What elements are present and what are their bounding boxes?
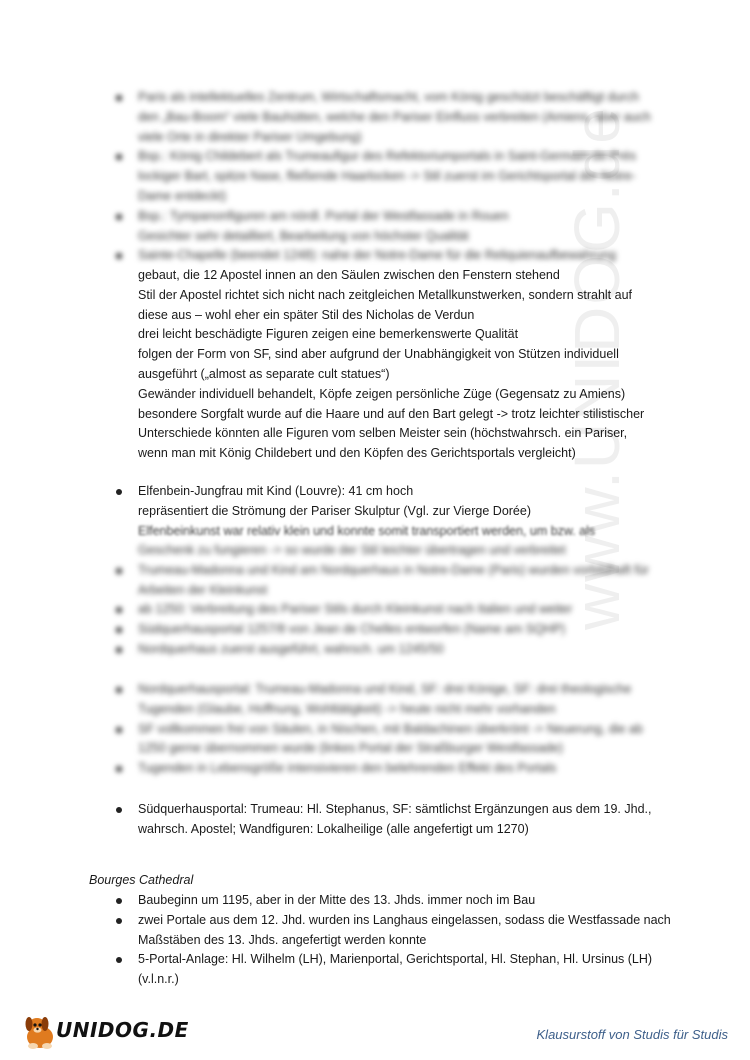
blurred-low-section: [116, 680, 643, 779]
bullet-icon: [116, 687, 122, 693]
bullet-icon: [116, 957, 122, 963]
list-item: Nordquerhausportal: Trumeau-Madonna und Kind, SF: drei Könige, SF: drei theologische: [116, 680, 643, 700]
list-item: Elfenbein-Jungfrau mit Kind (Louvre): 41 cm hoch: [116, 482, 595, 502]
list-item: Nordquerhaus zuerst ausgeführt, wahrsch. um 1245/50: [116, 640, 649, 660]
text-line: Unterschiede könnten alle Figuren vom selben Meister sein (höchstwahrsch. ein Pariser,: [138, 426, 628, 441]
bullet-icon: [116, 918, 122, 924]
list-item-continuation: 1250 gerne übernommen wurde (linkes Portal der Straßburger Westfassade): [138, 741, 563, 756]
list-item: Baubeginn um 1195, aber in der Mitte des 13. Jhds. immer noch im Bau: [116, 891, 671, 911]
list-item-continuation: Gesichter sehr detailliert, Bearbeitung von höchster Qualität: [138, 228, 469, 243]
text-line: besondere Sorgfalt wurde auf die Haare und auf den Bart gelegt -> trotz leichter stilistischer: [138, 406, 645, 421]
unidog-logo: [20, 1012, 189, 1052]
list-item-continuation: lockiger Bart, spitze Nase, fließende Haarlocken -> Stil zuerst im Gerichtsportal der Notre-: [138, 169, 636, 184]
bullet-icon: [116, 727, 122, 733]
text-line: gebaut, die 12 Apostel innen an den Säulen zwischen den Fenstern stehend: [138, 268, 560, 282]
list-item: Südquerhausportal 1257/8 von Jean de Chelles entworfen (Name am SQHP): [116, 620, 649, 640]
bullet-icon: [116, 807, 122, 813]
list-item: Paris als intellektuelles Zentrum, Wirtschaftsmacht, vom König geschützt beschäftigt durch: [116, 88, 651, 108]
watermark: www.UNIDOG.de: [561, 106, 633, 630]
text-line: Elfenbeinkunst war relativ klein und konnte somit transportiert werden, um bzw. als: [138, 523, 596, 538]
list-item-continuation: den „Bau-Boom“ viele Bauhütten, welche den Pariser Einfluss verbreiten (Amiens, aber auch: [138, 109, 651, 124]
bullet-icon: [116, 607, 122, 613]
bullet-icon: [116, 647, 122, 653]
bullet-icon: [116, 253, 122, 259]
list-item-continuation: Dame entdeckt): [138, 188, 227, 203]
bullet-icon: [116, 154, 122, 160]
bourges-list: [116, 891, 671, 990]
list-item: 5-Portal-Anlage: Hl. Wilhelm (LH), Marienportal, Gerichtsportal, Hl. Stephan, Hl. Ursinus (LH): [116, 950, 671, 970]
text-line: ausgeführt („almost as separate cult statues“): [138, 366, 390, 381]
list-item-continuation: Geschenk zu fungieren -> so wurde der Stil leichter übertragen und verbreitet: [138, 543, 566, 557]
bullet-icon: [116, 568, 122, 574]
list-item-continuation: viele Orte in direkter Pariser Umgebung): [138, 129, 362, 144]
text-line: wenn man mit König Childebert und den Köpfen des Gerichtsportals vergleicht): [138, 446, 576, 461]
list-item-continuation: Arbeiten der Kleinkunst: [138, 582, 268, 597]
bullet-icon: [116, 898, 122, 904]
section-heading: Bourges Cathedral: [89, 873, 194, 887]
suedquerhaus-section: [116, 800, 651, 840]
list-item: Bsp.: König Childebert als Trumeaufigur des Refektoriumportals in Saint-Germain-de-Prés: [116, 147, 651, 167]
logo-text: UNIDOG.DE: [56, 1018, 189, 1042]
footer-tagline: Klausurstoff von Studis für Studis: [536, 1027, 728, 1042]
list-item: Sainte-Chapelle (beendet 1248): nahe der Notre-Dame für die Reliquienaufbewahrung: [116, 246, 651, 266]
bullet-icon: [116, 95, 122, 101]
bullet-icon: [116, 627, 122, 633]
bullet-icon: [116, 489, 122, 495]
list-item: zwei Portale aus dem 12. Jhd. wurden ins Langhaus eingelassen, sodass die Westfassade nach: [116, 911, 671, 931]
dog-mascot-icon: [20, 1012, 60, 1052]
text-line: drei leicht beschädigte Figuren zeigen eine bemerkenswerte Qualität: [138, 327, 519, 342]
list-item: SF vollkommen frei von Säulen, in Nischen, mit Baldachinen überkrönt -> Neuerung, die ab: [116, 720, 643, 740]
text-line: Gewänder individuell behandelt, Köpfe zeigen persönliche Züge (Gegensatz zu Amiens): [138, 386, 626, 401]
text-line: wahrsch. Apostel; Wandfiguren: Lokalheilige (alle angefertigt um 1270): [138, 821, 529, 836]
list-item: Tugenden in Lebensgröße intensivieren den belehrenden Effekt des Portals: [116, 759, 643, 779]
text-line: (v.l.n.r.): [138, 972, 179, 987]
list-item: ab 1250: Verbreitung des Pariser Stils durch Kleinkunst nach Italien und weiter: [116, 600, 649, 620]
bullet-icon: [116, 214, 122, 220]
text-line: folgen der Form von SF, sind aber aufgrund der Unabhängigkeit von Stützen individuell: [138, 347, 619, 362]
text-line: repräsentiert die Strömung der Pariser Skulptur (Vgl. zur Vierge Dorée): [138, 503, 531, 518]
list-item-continuation: Tugenden (Glaube, Hoffnung, Wohltätigkeit) -> heute nicht mehr vorhanden: [138, 701, 556, 716]
text-line: Stil der Apostel richtet sich nicht nach zeitgleichen Metallkunstwerken, sondern strahlt auf: [138, 287, 633, 302]
bullet-icon: [116, 766, 122, 772]
blurred-top-section: [116, 88, 651, 266]
list-item: Trumeau-Madonna und Kind am Nordquerhaus in Notre-Dame (Paris) wurden vorbildhaft für: [116, 561, 649, 581]
sainte-chapelle-text: [138, 266, 644, 464]
elfenbein-section: [116, 482, 595, 541]
blurred-mid-section: [116, 541, 649, 660]
list-item: Bsp.: Tympanonfiguren am nördl. Portal der Westfassade in Rouen: [116, 207, 651, 227]
text-line: Maßstäben des 13. Jhds. angefertigt werden konnte: [138, 932, 427, 947]
text-line: diese aus – wohl eher ein später Stil des Nicholas de Verdun: [138, 307, 475, 322]
list-item: Südquerhausportal: Trumeau: Hl. Stephanus, SF: sämtlichst Ergänzungen aus dem 19. Jhd.,: [116, 800, 651, 820]
